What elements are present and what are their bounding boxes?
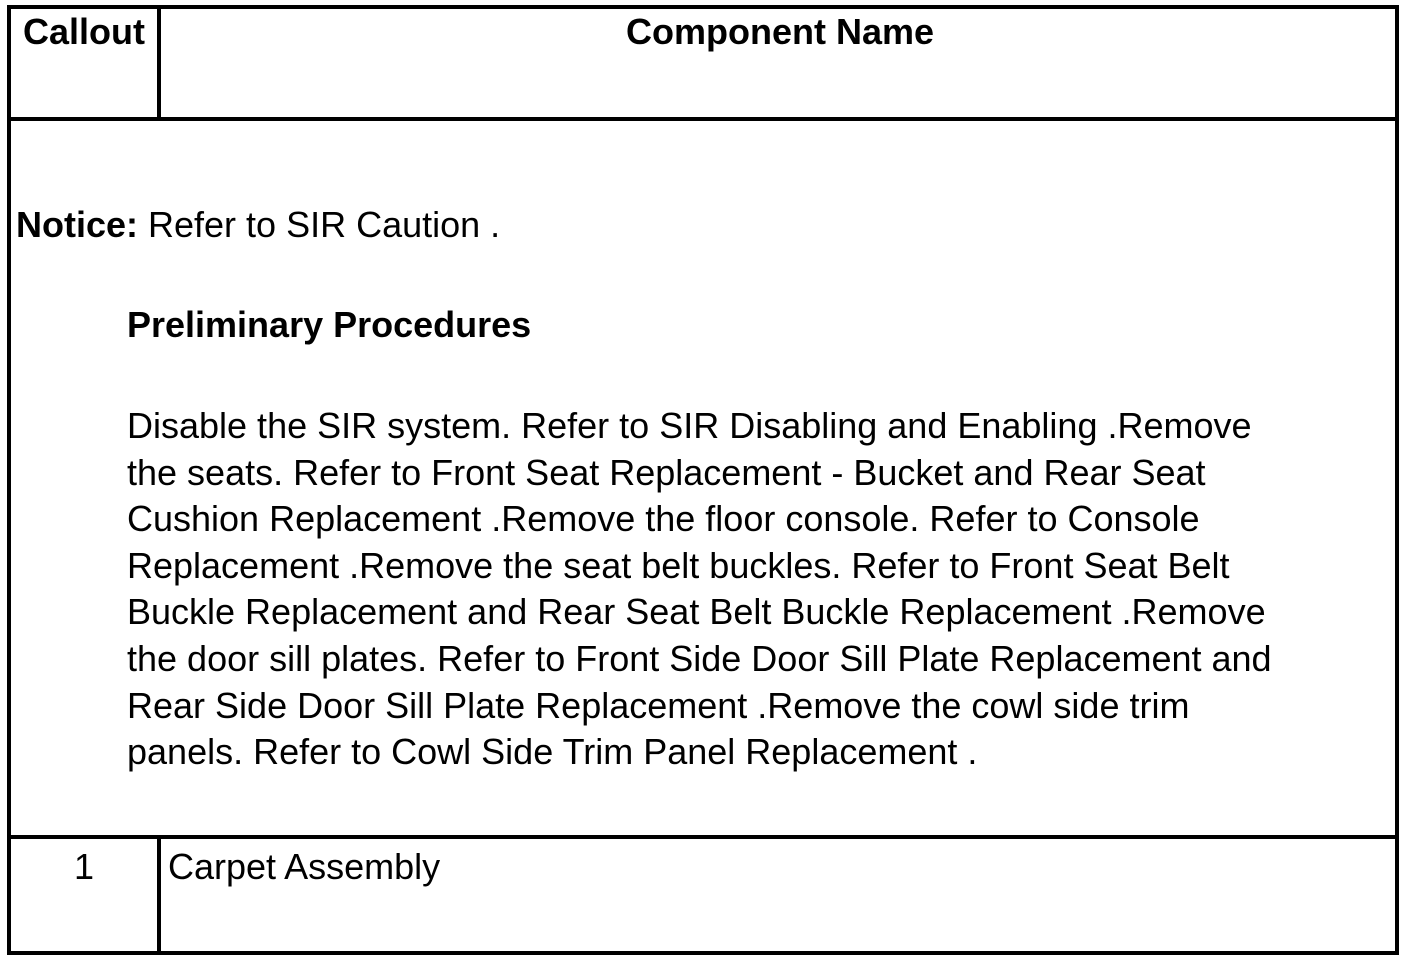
procedure-line: Cushion Replacement .Remove the floor console. Refer to Console — [127, 498, 1200, 540]
notice — [16, 204, 500, 246]
procedure-line: the seats. Refer to Front Seat Replacement - Bucket and Rear Seat — [127, 451, 1206, 493]
preliminary-procedures-body — [127, 403, 1389, 776]
preliminary-procedures-title: Preliminary Procedures — [127, 304, 532, 345]
procedure-line: Rear Side Door Sill Plate Replacement .Remove the cowl side trim — [127, 684, 1190, 726]
procedures-divider — [7, 835, 1399, 839]
component-name-header: Component Name — [625, 11, 935, 52]
header-divider — [7, 117, 1399, 121]
row-callout: 1 — [73, 846, 95, 887]
procedure-line: Buckle Replacement and Rear Seat Belt Buckle Replacement .Remove — [127, 591, 1266, 633]
row-component-name: Carpet Assembly — [168, 846, 441, 887]
notice-text: Refer to SIR Caution . — [138, 204, 501, 245]
procedure-line: Disable the SIR system. Refer to SIR Disabling and Enabling .Remove — [127, 405, 1252, 446]
procedure-line: panels. Refer to Cowl Side Trim Panel Replacement . — [127, 731, 978, 773]
notice-label: Notice: — [16, 204, 139, 245]
callout-header: Callout — [23, 11, 145, 52]
procedure-line: the door sill plates. Refer to Front Side Door Sill Plate Replacement and — [127, 637, 1272, 679]
procedure-line: Replacement .Remove the seat belt buckles. Refer to Front Seat Belt — [127, 544, 1230, 586]
